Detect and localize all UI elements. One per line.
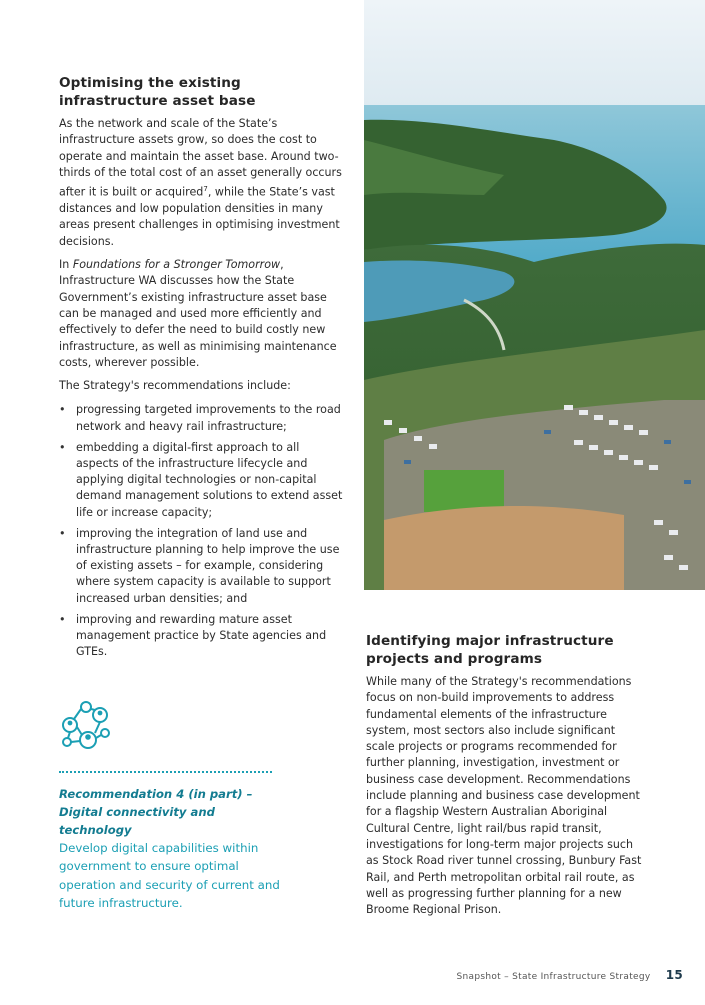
list-item: • embedding a digital-first approach to all aspects of the infrastructure lifecycle and applying digital technologies or non-capital demand management solutions to extend asset life or increase capacity; [59, 440, 343, 521]
page-footer [457, 968, 683, 982]
list-item: • progressing targeted improvements to the road network and heavy rail infrastructure; [59, 402, 343, 435]
paragraph-text: , while the State’s vast distances and low population densities in many areas present challenges in optimising investment decisions. [59, 185, 340, 248]
recommendation-title [59, 785, 289, 839]
footer-label: Snapshot – State Infrastructure Strategy [456, 972, 651, 982]
paragraph-major-projects: While many of the Strategy's recommendations focus on non-build improvements to address fundamental elements of the infrastructure system, most sectors also include significant scale projects or programs recommended for further planning, investigation, investment or business case development. Recommendations include planning and business case development for a flagship Western Australian Aboriginal Cultural Centre, light rail/bus rapid transit, investigations for long-term major projects such as Stock Road river tunnel crossing, Bunbury Fast Rail, and Perth metropolitan orbital rail route, as well as progressing further planning for a new Broome Regional Prison. [366, 675, 642, 917]
section-heading-major-projects: Identifying major infrastructure projects and programs [366, 633, 614, 667]
section-heading-asset-base: Optimising the existing infrastructure asset base [59, 75, 256, 109]
paragraph-foundations [59, 257, 343, 371]
digital-network-icon [59, 700, 113, 754]
left-column [59, 74, 343, 665]
paragraph-text: , Infrastructure WA discusses how the State Government’s existing infrastructure asset base can be managed and used more efficiently and effectively to defer the need to build costly new infrastructure, as well as minimising maintenance costs, wherever possible. [59, 258, 337, 369]
paragraph-asset-cost [59, 116, 343, 250]
list-item: • improving the integration of land use and infrastructure planning to help improve the use of existing assets – for example, considering where system capacity is available to support increased urban densities; and [59, 526, 343, 607]
page-number: 15 [665, 968, 683, 982]
publication-title: Foundations for a Stronger Tomorrow [72, 258, 281, 272]
recommendations-list [59, 402, 343, 660]
recommendation-callout [59, 700, 289, 913]
recommendation-body: Develop digital capabilities within government to ensure optimal operation and security of current and future infrastructure. [59, 841, 280, 911]
aerial-photo [364, 0, 705, 590]
recommendation-title-line: Recommendation 4 (in part) – [59, 787, 253, 801]
dotted-divider [59, 771, 272, 773]
aerial-coast-image [364, 0, 705, 590]
paragraph-text: In [59, 258, 73, 272]
recommendation-title-line: Digital connectivity and technology [59, 805, 215, 837]
footnote-ref: 7 [203, 185, 208, 194]
paragraph-text: As the network and scale of the State’s infrastructure assets grow, so does the cost to operate and maintain the asset base. Around two-thirds of the total cost of an asset generally occurs after it is built or acquired [59, 117, 342, 199]
list-item: • improving and rewarding mature asset management practice by State agencies and GTEs. [59, 612, 343, 661]
paragraph-recommendations-intro: The Strategy's recommendations include: [59, 379, 291, 393]
right-column-text [366, 632, 646, 918]
